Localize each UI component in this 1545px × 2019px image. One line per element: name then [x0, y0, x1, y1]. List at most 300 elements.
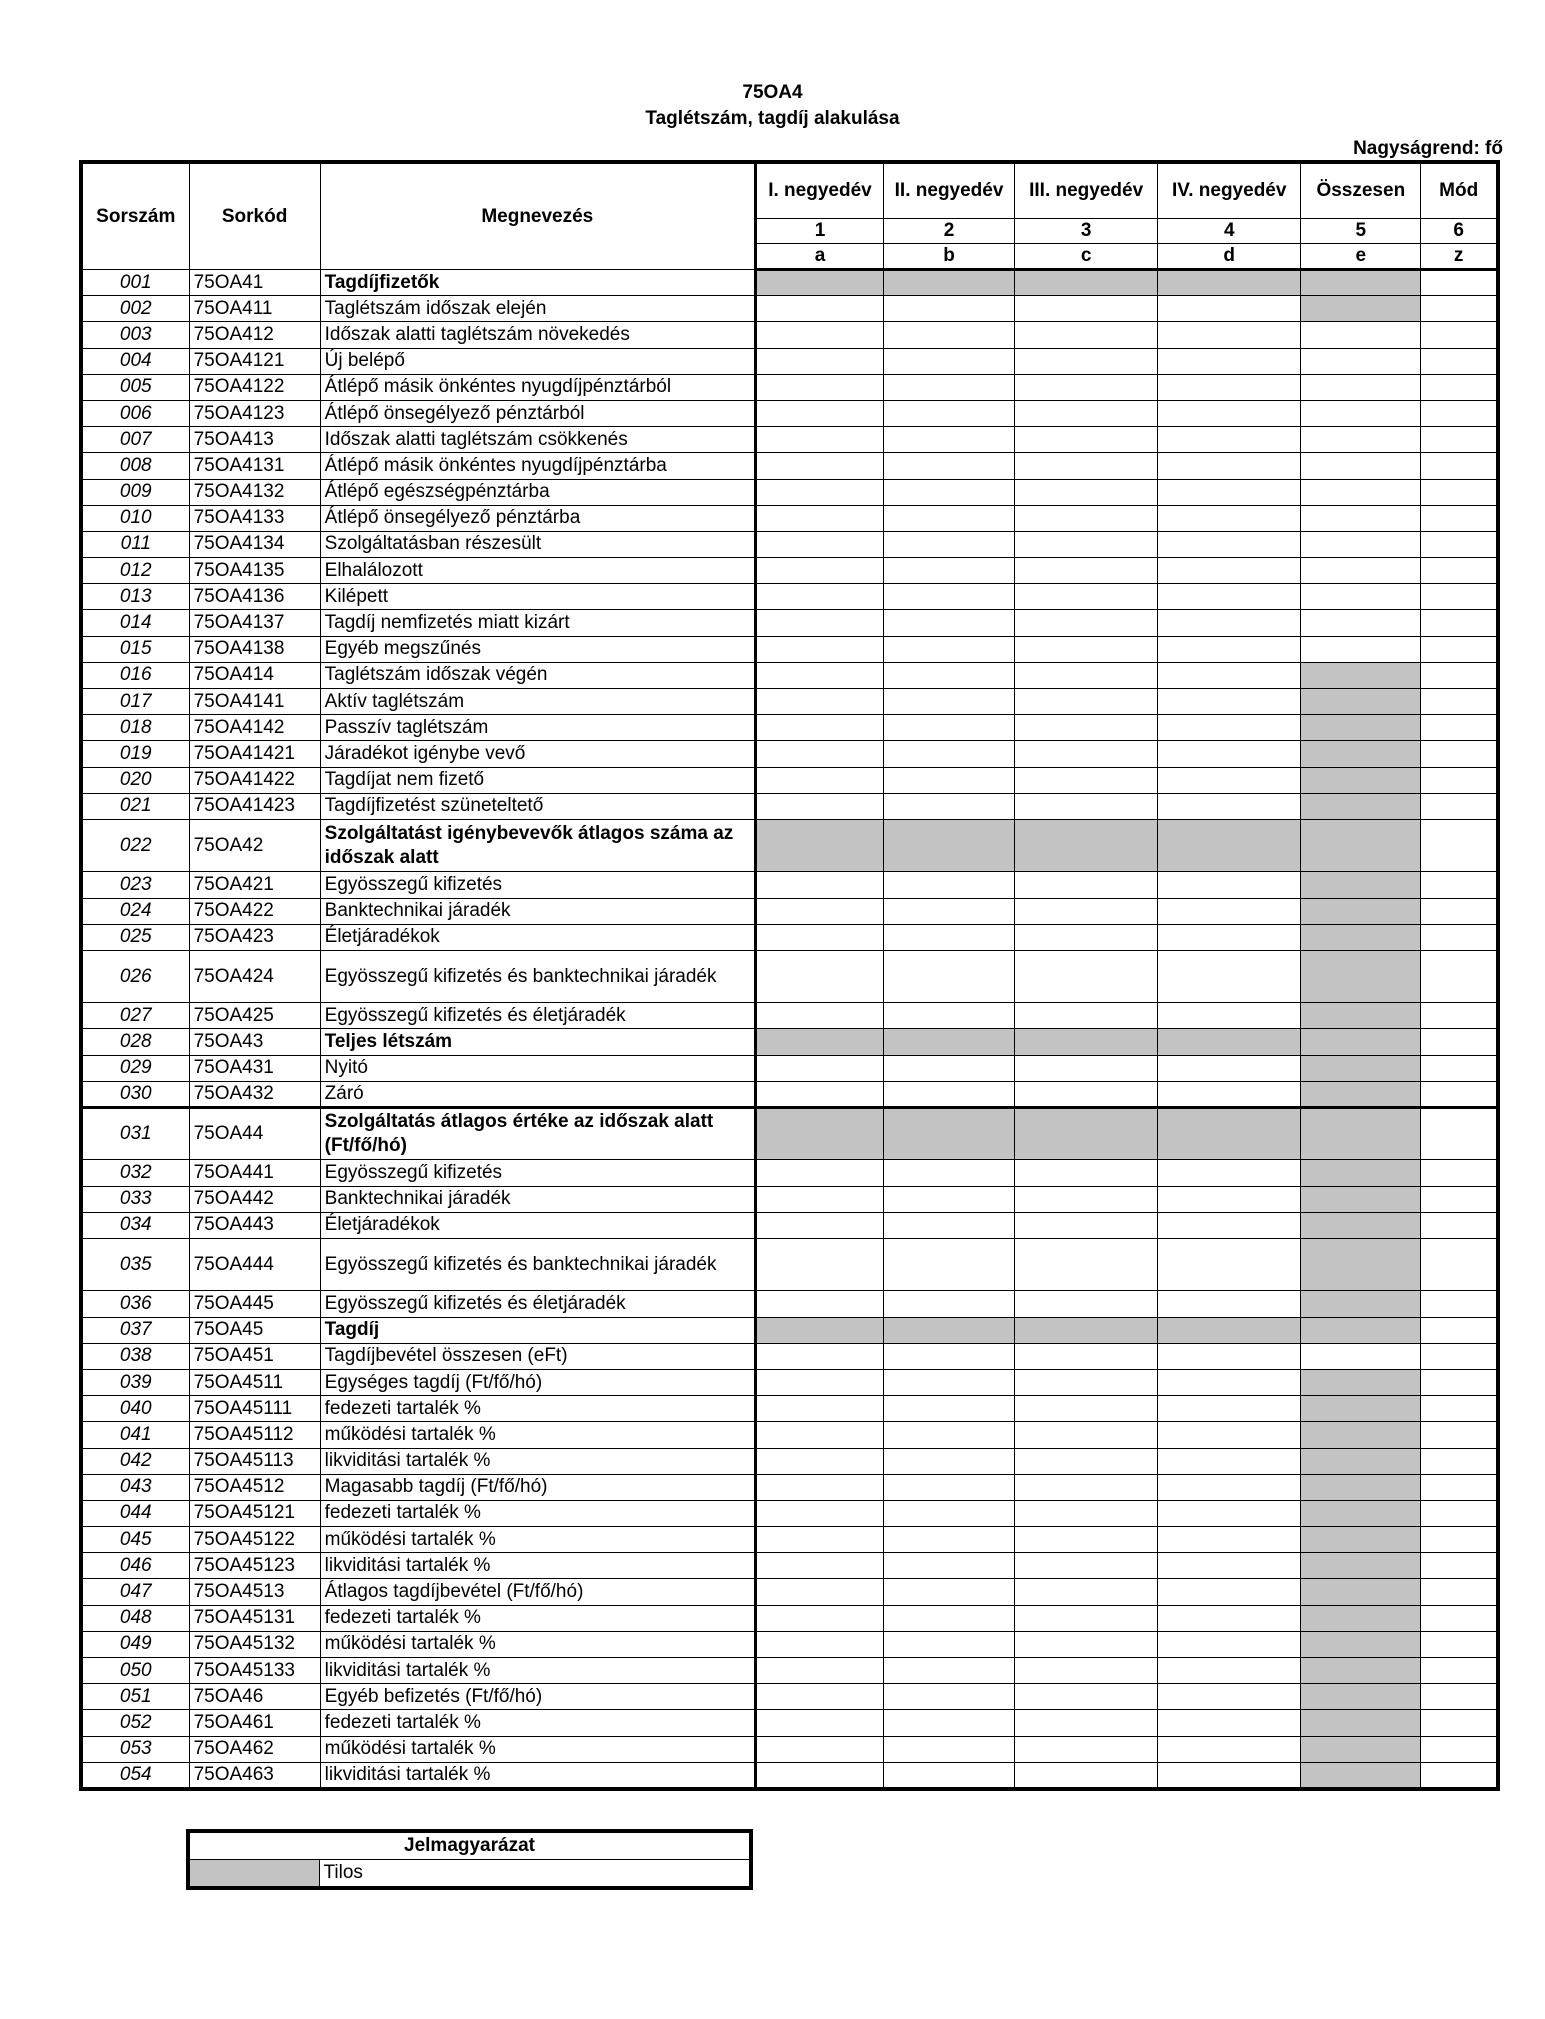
cell-q4-input[interactable]: [1158, 531, 1301, 557]
cell-q3-input[interactable]: [1015, 584, 1158, 610]
cell-q2-input[interactable]: [884, 1474, 1015, 1500]
cell-q2-input[interactable]: [884, 427, 1015, 453]
cell-mod-input[interactable]: [1421, 1212, 1498, 1238]
cell-mod-input[interactable]: [1421, 1500, 1498, 1526]
cell-total-input[interactable]: [1301, 584, 1421, 610]
cell-q1-input[interactable]: [755, 453, 883, 479]
cell-q2-input[interactable]: [884, 505, 1015, 531]
row-number: 024: [81, 898, 189, 924]
cell-total-input[interactable]: [1301, 374, 1421, 400]
row-number: 054: [81, 1762, 189, 1789]
cell-q4-input[interactable]: [1158, 1291, 1301, 1317]
cell-q2-input[interactable]: [884, 479, 1015, 505]
cell-q1-input[interactable]: [755, 1291, 883, 1317]
cell-mod-input[interactable]: [1421, 1081, 1498, 1107]
cell-q2-input[interactable]: [884, 558, 1015, 584]
table-body: [81, 270, 1498, 1789]
cell-mod-input[interactable]: [1421, 1108, 1498, 1160]
cell-total-forbidden: [1301, 1579, 1421, 1605]
cell-total-input[interactable]: [1301, 400, 1421, 426]
cell-q2-input[interactable]: [884, 898, 1015, 924]
cell-q4-input[interactable]: [1158, 1710, 1301, 1736]
cell-q4-input[interactable]: [1158, 741, 1301, 767]
cell-q3-input[interactable]: [1015, 1055, 1158, 1081]
cell-mod-input[interactable]: [1421, 427, 1498, 453]
cell-q1-input[interactable]: [755, 1500, 883, 1526]
row-label: Tagdíjbevétel összesen (eFt): [320, 1343, 755, 1369]
cell-mod-input[interactable]: [1421, 1448, 1498, 1474]
cell-q4-forbidden: [1158, 1029, 1301, 1055]
cell-q3-input[interactable]: [1015, 715, 1158, 741]
row-label: Új belépő: [320, 348, 755, 374]
cell-q2-input[interactable]: [884, 1684, 1015, 1710]
cell-q1-input[interactable]: [755, 1160, 883, 1186]
cell-q2-input[interactable]: [884, 400, 1015, 426]
cell-q2-input[interactable]: [884, 1631, 1015, 1657]
cell-q1-input[interactable]: [755, 1474, 883, 1500]
cell-q4-input[interactable]: [1158, 453, 1301, 479]
cell-q3-input[interactable]: [1015, 1762, 1158, 1789]
cell-q2-input[interactable]: [884, 950, 1015, 1002]
cell-q4-input[interactable]: [1158, 1238, 1301, 1290]
cell-q2-input[interactable]: [884, 1422, 1015, 1448]
cell-q4-input[interactable]: [1158, 1422, 1301, 1448]
cell-mod-input[interactable]: [1421, 1317, 1498, 1343]
cell-q1-input[interactable]: [755, 950, 883, 1002]
cell-mod-input[interactable]: [1421, 950, 1498, 1002]
cell-q1-input[interactable]: [755, 636, 883, 662]
cell-mod-input[interactable]: [1421, 636, 1498, 662]
cell-q3-input[interactable]: [1015, 1238, 1158, 1290]
cell-q2-input[interactable]: [884, 1605, 1015, 1631]
cell-q3-input[interactable]: [1015, 531, 1158, 557]
cell-q4-input[interactable]: [1158, 689, 1301, 715]
cell-mod-input[interactable]: [1421, 374, 1498, 400]
cell-q2-input[interactable]: [884, 662, 1015, 688]
row-code: 75OA463: [189, 1762, 320, 1789]
cell-q4-input[interactable]: [1158, 924, 1301, 950]
cell-q3-input[interactable]: [1015, 741, 1158, 767]
cell-q1-input[interactable]: [755, 400, 883, 426]
cell-q1-input[interactable]: [755, 715, 883, 741]
cell-q1-input[interactable]: [755, 1736, 883, 1762]
cell-q2-input[interactable]: [884, 689, 1015, 715]
cell-mod-input[interactable]: [1421, 584, 1498, 610]
cell-q1-input[interactable]: [755, 1710, 883, 1736]
cell-q2-input[interactable]: [884, 872, 1015, 898]
cell-q3-input[interactable]: [1015, 505, 1158, 531]
cell-mod-input[interactable]: [1421, 1527, 1498, 1553]
cell-q3-input[interactable]: [1015, 1003, 1158, 1029]
cell-q3-input[interactable]: [1015, 689, 1158, 715]
row-label: Tagdíj nemfizetés miatt kizárt: [320, 610, 755, 636]
cell-mod-input[interactable]: [1421, 400, 1498, 426]
cell-total-forbidden: [1301, 1762, 1421, 1789]
cell-mod-input[interactable]: [1421, 1003, 1498, 1029]
cell-mod-input[interactable]: [1421, 558, 1498, 584]
cell-q3-input[interactable]: [1015, 1160, 1158, 1186]
cell-q4-input[interactable]: [1158, 1448, 1301, 1474]
cell-q1-input[interactable]: [755, 348, 883, 374]
row-label: Szolgáltatásban részesült: [320, 531, 755, 557]
table-row: [81, 924, 1498, 950]
cell-q1-input[interactable]: [755, 1055, 883, 1081]
cell-q2-input[interactable]: [884, 348, 1015, 374]
cell-total-input[interactable]: [1301, 427, 1421, 453]
cell-mod-input[interactable]: [1421, 1186, 1498, 1212]
cell-mod-input[interactable]: [1421, 1396, 1498, 1422]
cell-q3-input[interactable]: [1015, 1658, 1158, 1684]
cell-q2-input[interactable]: [884, 1658, 1015, 1684]
cell-q3-input[interactable]: [1015, 1343, 1158, 1369]
cell-q1-input[interactable]: [755, 505, 883, 531]
cell-q2-input[interactable]: [884, 1055, 1015, 1081]
cell-q2-input[interactable]: [884, 584, 1015, 610]
cell-q1-input[interactable]: [755, 427, 883, 453]
cell-q2-input[interactable]: [884, 1579, 1015, 1605]
cell-mod-input[interactable]: [1421, 1736, 1498, 1762]
cell-q3-input[interactable]: [1015, 296, 1158, 322]
cell-q4-input[interactable]: [1158, 584, 1301, 610]
cell-q1-input[interactable]: [755, 610, 883, 636]
cell-q3-input[interactable]: [1015, 453, 1158, 479]
cell-q4-input[interactable]: [1158, 1527, 1301, 1553]
row-code: 75OA45121: [189, 1500, 320, 1526]
row-code: 75OA442: [189, 1186, 320, 1212]
cell-mod-input[interactable]: [1421, 1579, 1498, 1605]
cell-q3-input[interactable]: [1015, 924, 1158, 950]
cell-q1-input[interactable]: [755, 924, 883, 950]
cell-q4-input[interactable]: [1158, 400, 1301, 426]
cell-q2-input[interactable]: [884, 322, 1015, 348]
cell-q4-input[interactable]: [1158, 715, 1301, 741]
cell-q4-input[interactable]: [1158, 1055, 1301, 1081]
cell-q1-input[interactable]: [755, 1003, 883, 1029]
cell-q1-input[interactable]: [755, 1658, 883, 1684]
cell-q1-input[interactable]: [755, 322, 883, 348]
cell-mod-input[interactable]: [1421, 715, 1498, 741]
cell-q2-input[interactable]: [884, 1553, 1015, 1579]
cell-q3-input[interactable]: [1015, 1500, 1158, 1526]
cell-q3-input[interactable]: [1015, 1186, 1158, 1212]
cell-mod-input[interactable]: [1421, 741, 1498, 767]
row-number: 004: [81, 348, 189, 374]
cell-mod-input[interactable]: [1421, 296, 1498, 322]
cell-q3-input[interactable]: [1015, 1396, 1158, 1422]
col-num-3: 3: [1015, 219, 1158, 244]
cell-q4-input[interactable]: [1158, 950, 1301, 1002]
cell-q1-input[interactable]: [755, 296, 883, 322]
cell-mod-input[interactable]: [1421, 479, 1498, 505]
cell-mod-input[interactable]: [1421, 1553, 1498, 1579]
cell-q1-input[interactable]: [755, 374, 883, 400]
cell-q1-input[interactable]: [755, 767, 883, 793]
cell-mod-input[interactable]: [1421, 924, 1498, 950]
cell-total-input[interactable]: [1301, 322, 1421, 348]
cell-mod-input[interactable]: [1421, 348, 1498, 374]
cell-q4-input[interactable]: [1158, 1343, 1301, 1369]
cell-q3-input[interactable]: [1015, 1448, 1158, 1474]
cell-q3-input[interactable]: [1015, 1291, 1158, 1317]
cell-q4-input[interactable]: [1158, 1396, 1301, 1422]
cell-total-input[interactable]: [1301, 610, 1421, 636]
cell-q1-input[interactable]: [755, 662, 883, 688]
cell-q3-input[interactable]: [1015, 427, 1158, 453]
row-label: Banktechnikai járadék: [320, 1186, 755, 1212]
cell-q3-input[interactable]: [1015, 1605, 1158, 1631]
cell-q2-input[interactable]: [884, 1160, 1015, 1186]
cell-q1-input[interactable]: [755, 584, 883, 610]
col-header-megnevezes: Megnevezés: [320, 162, 755, 270]
cell-q3-input[interactable]: [1015, 322, 1158, 348]
row-number: 025: [81, 924, 189, 950]
cell-q3-input[interactable]: [1015, 898, 1158, 924]
cell-q4-input[interactable]: [1158, 296, 1301, 322]
cell-q4-input[interactable]: [1158, 1003, 1301, 1029]
cell-q1-input[interactable]: [755, 1422, 883, 1448]
cell-q4-input[interactable]: [1158, 872, 1301, 898]
cell-q2-input[interactable]: [884, 1500, 1015, 1526]
row-label: működési tartalék %: [320, 1736, 755, 1762]
cell-q2-input[interactable]: [884, 374, 1015, 400]
cell-mod-input[interactable]: [1421, 1422, 1498, 1448]
cell-q1-input[interactable]: [755, 531, 883, 557]
cell-q2-input[interactable]: [884, 715, 1015, 741]
cell-q2-input[interactable]: [884, 453, 1015, 479]
cell-q1-input[interactable]: [755, 1212, 883, 1238]
cell-q3-input[interactable]: [1015, 479, 1158, 505]
cell-q3-input[interactable]: [1015, 767, 1158, 793]
cell-q3-input[interactable]: [1015, 558, 1158, 584]
row-number: 037: [81, 1317, 189, 1343]
cell-q4-input[interactable]: [1158, 1474, 1301, 1500]
cell-q1-input[interactable]: [755, 1186, 883, 1212]
row-code: 75OA45122: [189, 1527, 320, 1553]
cell-q4-input[interactable]: [1158, 1684, 1301, 1710]
cell-q2-input[interactable]: [884, 741, 1015, 767]
cell-q2-input[interactable]: [884, 1527, 1015, 1553]
cell-q1-input[interactable]: [755, 793, 883, 819]
cell-mod-input[interactable]: [1421, 453, 1498, 479]
cell-q3-input[interactable]: [1015, 1684, 1158, 1710]
cell-total-input[interactable]: [1301, 479, 1421, 505]
cell-q4-input[interactable]: [1158, 1631, 1301, 1657]
cell-q3-input[interactable]: [1015, 400, 1158, 426]
cell-q4-input[interactable]: [1158, 1500, 1301, 1526]
cell-q2-input[interactable]: [884, 1081, 1015, 1107]
cell-q1-input[interactable]: [755, 1684, 883, 1710]
cell-q1-input[interactable]: [755, 479, 883, 505]
cell-mod-input[interactable]: [1421, 1369, 1498, 1395]
cell-q1-input[interactable]: [755, 1605, 883, 1631]
cell-q2-input[interactable]: [884, 1396, 1015, 1422]
cell-q4-input[interactable]: [1158, 374, 1301, 400]
cell-mod-input[interactable]: [1421, 1710, 1498, 1736]
cell-q1-input[interactable]: [755, 1579, 883, 1605]
cell-mod-input[interactable]: [1421, 531, 1498, 557]
cell-q4-input[interactable]: [1158, 1186, 1301, 1212]
cell-mod-input[interactable]: [1421, 610, 1498, 636]
cell-q3-input[interactable]: [1015, 950, 1158, 1002]
cell-q4-input[interactable]: [1158, 427, 1301, 453]
cell-mod-input[interactable]: [1421, 767, 1498, 793]
cell-total-input[interactable]: [1301, 531, 1421, 557]
cell-q1-input[interactable]: [755, 1631, 883, 1657]
cell-q2-input[interactable]: [884, 1186, 1015, 1212]
cell-q4-input[interactable]: [1158, 1658, 1301, 1684]
cell-q3-input[interactable]: [1015, 872, 1158, 898]
row-label: Járadékot igénybe vevő: [320, 741, 755, 767]
cell-q2-input[interactable]: [884, 924, 1015, 950]
row-code: 75OA45123: [189, 1553, 320, 1579]
table-row: [81, 1396, 1498, 1422]
cell-q4-input[interactable]: [1158, 1369, 1301, 1395]
cell-q3-input[interactable]: [1015, 610, 1158, 636]
cell-mod-input[interactable]: [1421, 1684, 1498, 1710]
cell-q4-input[interactable]: [1158, 1212, 1301, 1238]
cell-q1-input[interactable]: [755, 1553, 883, 1579]
cell-q3-input[interactable]: [1015, 1736, 1158, 1762]
cell-q4-input[interactable]: [1158, 662, 1301, 688]
cell-total-input[interactable]: [1301, 348, 1421, 374]
cell-total-input[interactable]: [1301, 453, 1421, 479]
row-label: Egyösszegű kifizetés és életjáradék: [320, 1003, 755, 1029]
col-header-sorkod: Sorkód: [189, 162, 320, 270]
cell-q4-input[interactable]: [1158, 322, 1301, 348]
cell-q2-input[interactable]: [884, 1291, 1015, 1317]
cell-q1-input[interactable]: [755, 872, 883, 898]
row-number: 044: [81, 1500, 189, 1526]
cell-q3-input[interactable]: [1015, 1579, 1158, 1605]
cell-q3-input[interactable]: [1015, 793, 1158, 819]
cell-mod-input[interactable]: [1421, 689, 1498, 715]
cell-q2-input[interactable]: [884, 767, 1015, 793]
cell-q3-input[interactable]: [1015, 374, 1158, 400]
table-row: [81, 1238, 1498, 1290]
cell-q2-input[interactable]: [884, 1238, 1015, 1290]
cell-q4-input[interactable]: [1158, 1762, 1301, 1789]
cell-q3-input[interactable]: [1015, 1422, 1158, 1448]
cell-q1-input[interactable]: [755, 898, 883, 924]
cell-q2-input[interactable]: [884, 1003, 1015, 1029]
cell-q3-input[interactable]: [1015, 1081, 1158, 1107]
cell-total-forbidden: [1301, 1317, 1421, 1343]
cell-q3-input[interactable]: [1015, 348, 1158, 374]
table-row: [81, 1160, 1498, 1186]
cell-total-input[interactable]: [1301, 558, 1421, 584]
cell-q2-input[interactable]: [884, 1369, 1015, 1395]
cell-q1-input[interactable]: [755, 1081, 883, 1107]
cell-q2-input[interactable]: [884, 296, 1015, 322]
cell-q2-input[interactable]: [884, 1710, 1015, 1736]
cell-q2-input[interactable]: [884, 531, 1015, 557]
cell-q4-input[interactable]: [1158, 348, 1301, 374]
cell-mod-input[interactable]: [1421, 1762, 1498, 1789]
cell-q4-input[interactable]: [1158, 1579, 1301, 1605]
cell-q4-input[interactable]: [1158, 479, 1301, 505]
cell-q4-input[interactable]: [1158, 793, 1301, 819]
row-code: 75OA45: [189, 1317, 320, 1343]
cell-mod-input[interactable]: [1421, 662, 1498, 688]
cell-q2-input[interactable]: [884, 1448, 1015, 1474]
cell-q3-input[interactable]: [1015, 1474, 1158, 1500]
cell-mod-input[interactable]: [1421, 872, 1498, 898]
cell-mod-input[interactable]: [1421, 1291, 1498, 1317]
cell-q3-input[interactable]: [1015, 1553, 1158, 1579]
cell-total-input[interactable]: [1301, 636, 1421, 662]
cell-q3-input[interactable]: [1015, 1527, 1158, 1553]
cell-q1-input[interactable]: [755, 1762, 883, 1789]
cell-mod-input[interactable]: [1421, 898, 1498, 924]
cell-mod-input[interactable]: [1421, 1055, 1498, 1081]
cell-q4-input[interactable]: [1158, 1553, 1301, 1579]
cell-q4-input[interactable]: [1158, 1605, 1301, 1631]
cell-q4-input[interactable]: [1158, 505, 1301, 531]
cell-q4-input[interactable]: [1158, 767, 1301, 793]
cell-q2-input[interactable]: [884, 1343, 1015, 1369]
cell-q2-input[interactable]: [884, 1762, 1015, 1789]
cell-mod-input[interactable]: [1421, 1343, 1498, 1369]
cell-mod-input[interactable]: [1421, 1658, 1498, 1684]
cell-q3-input[interactable]: [1015, 1631, 1158, 1657]
cell-mod-input[interactable]: [1421, 270, 1498, 296]
cell-q4-input[interactable]: [1158, 1736, 1301, 1762]
cell-q1-input[interactable]: [755, 558, 883, 584]
cell-total-input[interactable]: [1301, 505, 1421, 531]
cell-mod-input[interactable]: [1421, 505, 1498, 531]
cell-q1-input[interactable]: [755, 1369, 883, 1395]
cell-mod-input[interactable]: [1421, 1605, 1498, 1631]
cell-q4-input[interactable]: [1158, 898, 1301, 924]
cell-q1-input[interactable]: [755, 1238, 883, 1290]
cell-q4-input[interactable]: [1158, 558, 1301, 584]
cell-q1-input[interactable]: [755, 689, 883, 715]
cell-q2-forbidden: [884, 1029, 1015, 1055]
cell-mod-input[interactable]: [1421, 1238, 1498, 1290]
cell-mod-input[interactable]: [1421, 819, 1498, 871]
cell-q2-input[interactable]: [884, 1736, 1015, 1762]
cell-mod-input[interactable]: [1421, 1474, 1498, 1500]
row-code: 75OA45131: [189, 1605, 320, 1631]
cell-q1-input[interactable]: [755, 1343, 883, 1369]
cell-q2-input[interactable]: [884, 1212, 1015, 1238]
cell-q3-input[interactable]: [1015, 1212, 1158, 1238]
cell-mod-input[interactable]: [1421, 793, 1498, 819]
cell-q3-input[interactable]: [1015, 636, 1158, 662]
cell-mod-input[interactable]: [1421, 1029, 1498, 1055]
cell-q2-input[interactable]: [884, 610, 1015, 636]
cell-q4-input[interactable]: [1158, 1081, 1301, 1107]
cell-q1-input[interactable]: [755, 1396, 883, 1422]
cell-q2-input[interactable]: [884, 636, 1015, 662]
cell-mod-input[interactable]: [1421, 322, 1498, 348]
row-label: Banktechnikai járadék: [320, 898, 755, 924]
cell-q3-input[interactable]: [1015, 1710, 1158, 1736]
cell-q4-input[interactable]: [1158, 610, 1301, 636]
cell-q1-input[interactable]: [755, 1527, 883, 1553]
cell-q4-input[interactable]: [1158, 1160, 1301, 1186]
cell-total-input[interactable]: [1301, 1343, 1421, 1369]
cell-q1-input[interactable]: [755, 741, 883, 767]
cell-q2-input[interactable]: [884, 793, 1015, 819]
cell-mod-input[interactable]: [1421, 1160, 1498, 1186]
cell-q3-input[interactable]: [1015, 662, 1158, 688]
cell-mod-input[interactable]: [1421, 1631, 1498, 1657]
cell-q4-input[interactable]: [1158, 636, 1301, 662]
cell-q1-input[interactable]: [755, 1448, 883, 1474]
row-number: 001: [81, 270, 189, 296]
cell-q3-input[interactable]: [1015, 1369, 1158, 1395]
